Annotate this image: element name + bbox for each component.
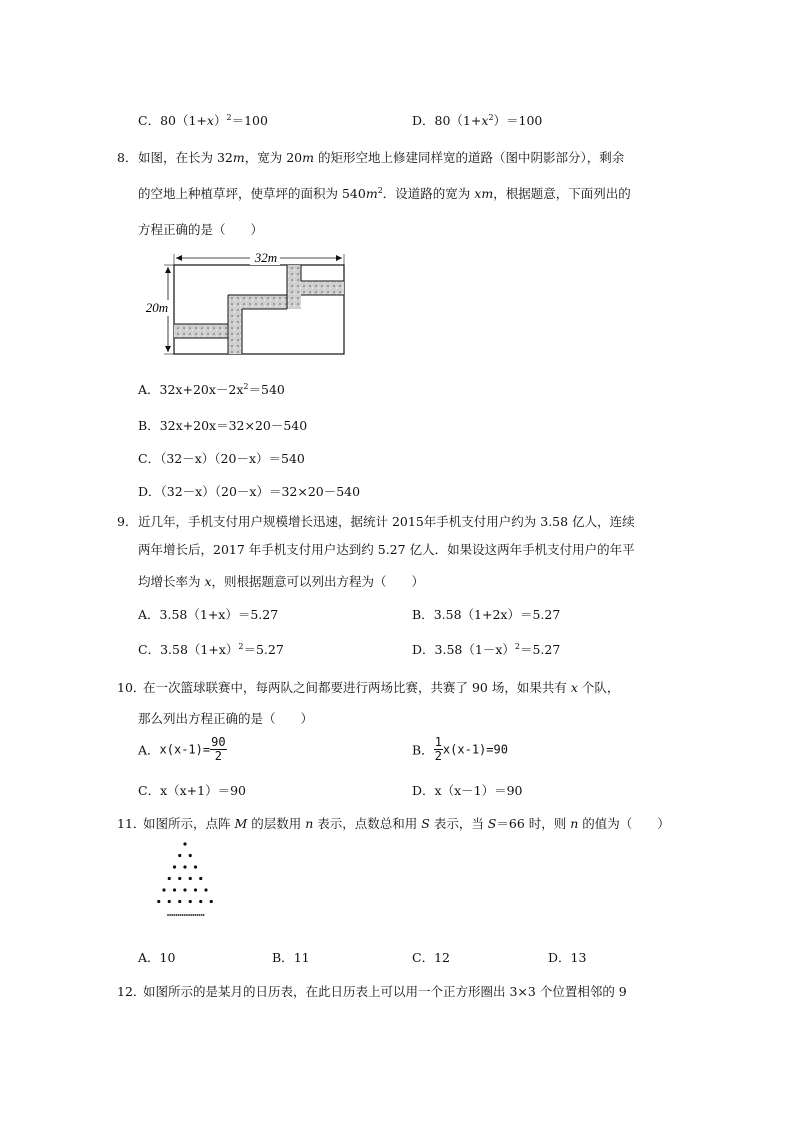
option-label: C．: [138, 113, 161, 128]
lattice-dot: [189, 854, 192, 857]
lattice-dot: [210, 900, 213, 903]
q9-option-d[interactable]: D．$3.58(1-x)^2=5.27$: [412, 642, 561, 657]
lattice-dot: [178, 877, 181, 880]
lattice-dot-bottom: [190, 914, 192, 916]
q10-option-c[interactable]: C．x（x+1）＝90: [138, 783, 247, 798]
q11-dot-lattice: [135, 838, 245, 938]
lattice-dot-bottom: [171, 914, 173, 916]
lattice-dot: [168, 877, 171, 880]
q11-option-b[interactable]: B．11: [272, 950, 310, 965]
q10-text-line2: 那么列出方程正确的是（ ）: [138, 711, 314, 726]
lattice-dot-bottom: [167, 914, 169, 916]
lattice-dot: [162, 888, 165, 891]
lattice-dot-bottom: [182, 914, 184, 916]
q9-text-line3: 均增长率为 x，则根据题意可以列出方程为（ ）: [138, 574, 425, 589]
q10-option-a[interactable]: A．x(x-1)= $\frac{90}{2}$: [138, 735, 226, 763]
road-horizontal-left: [174, 324, 228, 338]
q8-text-line3: 方程正确的是（ ）: [138, 222, 264, 237]
lattice-dot: [204, 888, 207, 891]
road-horizontal-top: [301, 281, 344, 295]
lattice-dot: [157, 900, 160, 903]
q8-text-line2: 的空地上种植草坪，使草坪的面积为 $540m^2$．设道路的宽为 xm，根据题意，下面列出的: [138, 186, 631, 201]
lattice-dot-bottom: [169, 914, 171, 916]
lattice-dot: [173, 888, 176, 891]
lattice-dot: [199, 877, 202, 880]
lattice-dot-bottom: [192, 914, 194, 916]
road-vertical-middle: [228, 295, 242, 354]
lattice-dot: [199, 900, 202, 903]
lattice-dot: [178, 900, 181, 903]
q7-option-c[interactable]: C．$80(1+x)^2=100$: [138, 113, 268, 128]
width-label: 32m: [254, 250, 278, 265]
lattice-dot-bottom: [203, 914, 205, 916]
lattice-dot-bottom: [188, 914, 190, 916]
q10-option-d[interactable]: D．x（x－1）＝90: [412, 783, 523, 798]
q9-option-a[interactable]: A．3.58（1+x）＝5.27: [138, 607, 279, 622]
lattice-dot-bottom: [194, 914, 196, 916]
q11-number: 11．: [117, 816, 146, 831]
lattice-dot-bottom: [199, 914, 201, 916]
lattice-dot: [178, 854, 181, 857]
q8-option-c[interactable]: C．（32－x）（20－x）＝540: [138, 451, 305, 466]
lattice-dot: [183, 865, 186, 868]
q11-option-a[interactable]: A．10: [138, 950, 176, 965]
q8-number: 8．: [117, 150, 138, 165]
lattice-dot: [168, 900, 171, 903]
lattice-dot: [183, 888, 186, 891]
q9-number: 9．: [117, 514, 138, 529]
q7-option-d[interactable]: D．$80(1+x^2)=100$: [412, 113, 543, 128]
fraction: $\frac{90}{2}$: [211, 735, 226, 763]
q12-number: 12．: [117, 984, 146, 999]
option-label: D．: [412, 113, 435, 128]
lattice-dot-bottom: [178, 914, 180, 916]
q9-option-b[interactable]: B．3.58（1+2x）＝5.27: [412, 607, 561, 622]
q9-text-line1: 近几年，手机支付用户规模增长迅速，据统计 2015年手机支付用户约为 3.58 亿人，连续: [138, 514, 635, 529]
q10-number: 10．: [117, 680, 146, 695]
q8-road-figure: [140, 248, 355, 360]
lattice-dot-bottom: [180, 914, 182, 916]
lattice-dot: [194, 865, 197, 868]
q8-option-b[interactable]: B．32x+20x＝32×20－540: [138, 418, 308, 433]
lattice-dot-bottom: [176, 914, 178, 916]
lattice-dot: [189, 900, 192, 903]
q8-text-line1: 如图，在长为 32m，宽为 20m 的矩形空地上修建同样宽的道路（图中阴影部分），剩余: [138, 150, 625, 165]
q8-option-d[interactable]: D．（32－x）（20－x）＝32×20－540: [138, 484, 361, 499]
q12-text-line1: 如图所示的是某月的日历表，在此日历表上可以用一个正方形圈出 3×3 个位置相邻的 9: [143, 984, 627, 999]
q8-option-a[interactable]: A．$32x+20x-2x^2=540$: [138, 382, 285, 397]
q11-option-c[interactable]: C．12: [412, 950, 450, 965]
fraction: $\frac{1}{2}$: [434, 735, 442, 763]
q10-option-b[interactable]: B． $\frac{1}{2}$ x(x-1)=90: [412, 735, 508, 763]
lattice-dot-bottom: [173, 914, 175, 916]
height-label: 20m: [145, 300, 169, 315]
lattice-dot-bottom: [186, 914, 188, 916]
lattice-dot-bottom: [197, 914, 199, 916]
q11-option-d[interactable]: D．13: [548, 950, 587, 965]
lattice-dot: [173, 865, 176, 868]
q9-option-c[interactable]: C．$3.58(1+x)^2=5.27$: [138, 642, 284, 657]
lattice-dot: [189, 877, 192, 880]
lattice-dot: [183, 842, 186, 845]
lattice-dot-bottom: [201, 914, 203, 916]
road-vertical-right: [287, 265, 301, 295]
q11-text: 如图所示，点阵 M 的层数用 n 表示，点数总和用 S 表示，当 S＝66 时，则 n 的值为（ ）: [143, 816, 670, 831]
lattice-dot-bottom: [184, 914, 186, 916]
q10-text-line1: 在一次篮球联赛中，每两队之间都要进行两场比赛，共赛了 90 场，如果共有 x 个队，: [143, 680, 620, 695]
lattice-dot: [194, 888, 197, 891]
q9-text-line2: 两年增长后，2017 年手机支付用户达到约 5.27 亿人．如果设这两年手机支付用户的年平: [138, 542, 635, 557]
